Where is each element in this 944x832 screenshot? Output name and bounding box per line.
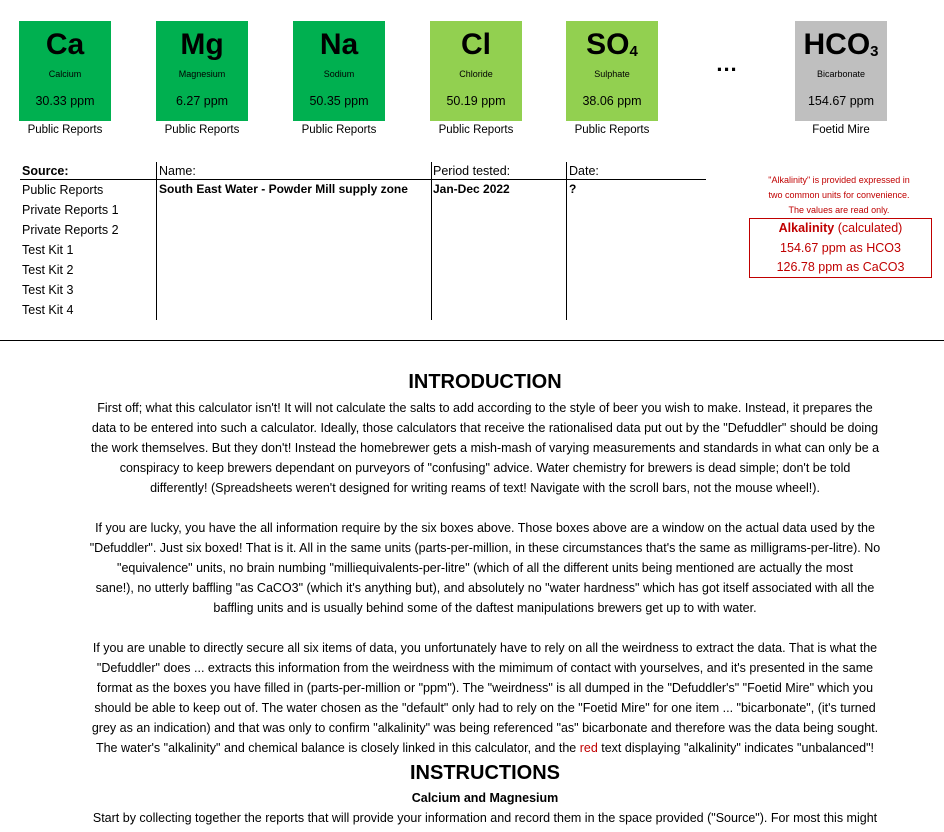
intro-paragraph-2: [20, 518, 944, 618]
text-line: If you are unable to directly secure all six items of data, you unfortunately have to rely on all the weirdness to extract the data. That is what the: [92, 641, 878, 655]
ion-box-magnesium[interactable]: [156, 21, 248, 121]
note-line: The values are read only.: [788, 205, 890, 215]
red-word: red: [579, 741, 598, 755]
ion-name: Calcium: [48, 69, 82, 79]
ion-symbol: Mg: [180, 28, 224, 61]
source-item[interactable]: Test Kit 3: [22, 283, 74, 297]
ion-symbol: Na: [319, 28, 359, 61]
ion-name: Sodium: [323, 69, 355, 79]
column-divider: [431, 162, 432, 320]
source-item[interactable]: Test Kit 1: [22, 243, 74, 257]
header-period: Period tested:: [433, 164, 511, 178]
alkalinity-hco3: 154.67 ppm as HCO3: [780, 240, 901, 255]
instructions-heading: INSTRUCTIONS: [410, 762, 560, 784]
ion-source-label: Public Reports: [27, 124, 103, 136]
text-line: First off; what this calculator isn't! It will not calculate the salts to add according to the style of beer you wish to make. Instead, it prepares the: [97, 401, 873, 415]
table-header-rule: [20, 179, 706, 180]
ion-source-label: Public Reports: [164, 124, 240, 136]
alkalinity-caco3: 126.78 ppm as CaCO3: [776, 260, 905, 274]
header-source: Source:: [22, 164, 69, 178]
intro-paragraph-1: [20, 398, 944, 498]
note-line: two common units for convenience.: [768, 190, 910, 200]
text-line: sane!), no utterly baffling "as CaCO3" (which it's anything but), and absolutely no "water hardness" which has got itself associated with all the: [95, 581, 875, 595]
text-line: format as the boxes you have filled in (parts-per-million or "ppm"). The "weirdness" is all dumped in the "Defuddler's" "Foetid Mire" which you: [96, 681, 874, 695]
ion-box-calcium[interactable]: [19, 21, 111, 121]
instructions-line: Start by collecting together the reports that will provide your information and record them in the space provided ("Source"). For most this might: [92, 811, 878, 825]
text-line: should be able to keep out of. The water chosen as the "default" only had to rely on the "Foetid Mire" for one item ... "bicarbonate", (it's turned: [94, 701, 876, 715]
ion-symbol: Cl: [461, 28, 491, 61]
section-divider: [0, 340, 944, 341]
ion-box-sodium[interactable]: [293, 21, 385, 121]
intro-paragraph-3: [20, 638, 944, 758]
ion-box-bicarbonate[interactable]: [795, 21, 887, 121]
ion-value: 50.35 ppm: [309, 94, 369, 108]
ion-value: 6.27 ppm: [175, 94, 229, 108]
alkalinity-title: Alkalinity (calculated): [778, 221, 903, 235]
text-line: "Defuddler" does ... extracts this information from the weirdness with the mimimum of contact with yourselves, and it's presented in the same: [96, 661, 874, 675]
intro-heading: INTRODUCTION: [408, 371, 562, 393]
ion-source-label: Public Reports: [438, 124, 514, 136]
ion-value: 50.19 ppm: [446, 94, 506, 108]
ion-box-sulphate[interactable]: [566, 21, 658, 121]
ion-symbol: $SO_4$: [586, 28, 638, 61]
text-line: conspiracy to keep brewers dependant on purveyors of "confusing" advice. Water chemistry for brewers is dead simple; don't be told: [119, 461, 851, 475]
ion-name: Sulphate: [594, 69, 630, 79]
ion-source-label: Foetid Mire: [812, 124, 870, 136]
period-cell[interactable]: Jan-Dec 2022: [433, 182, 510, 196]
text-line: differently! (Spreadsheets weren't designed for writing reams of text! Navigate with the scroll bars, not the mouse wheel!).: [150, 481, 820, 495]
ion-value: 30.33 ppm: [35, 94, 95, 108]
text-line: the work themselves. But they don't! Instead the homebrewer gets a mish-mash of varying measurements and standards in what can only be a: [90, 441, 880, 455]
source-item[interactable]: Private Reports 2: [22, 223, 119, 237]
alkalinity-note: [748, 173, 930, 218]
text-line: "Defuddler". Just six boxed! That is it. All in the same units (parts-per-million, in these circumstances that's the same as milligrams-per-litre). No: [89, 541, 881, 555]
date-cell[interactable]: ?: [569, 182, 577, 196]
ion-source-label: Public Reports: [301, 124, 377, 136]
header-date: Date:: [569, 164, 599, 178]
instructions-subheading: Calcium and Magnesium: [411, 791, 559, 805]
note-line: "Alkalinity" is provided expressed in: [768, 175, 910, 185]
ion-name: Chloride: [459, 69, 493, 79]
ion-name: Bicarbonate: [816, 69, 866, 79]
source-item[interactable]: Test Kit 2: [22, 263, 74, 277]
text-line: grey as an indication) and that was only to confirm "alkalinity" was being referenced "as" bicarbonate and therefore was the data being sought.: [91, 721, 879, 735]
source-item[interactable]: Private Reports 1: [22, 203, 119, 217]
source-name-cell[interactable]: South East Water - Powder Mill supply zone: [159, 182, 408, 196]
ion-box-chloride[interactable]: [430, 21, 522, 121]
text-line: data to be entered into such a calculator. Ideally, those calculators that receive the rationalised data put out by the "Defuddler" should be doing: [91, 421, 879, 435]
text-line: "equivalence" units, no brain numbing "milliequivalents-per-litre" (which of all the different units being mentioned are actually the most: [117, 561, 853, 575]
ion-value: 154.67 ppm: [807, 94, 875, 108]
column-divider: [566, 162, 567, 320]
text-line: baffling units and is usually behind some of the daftest manipulations brewers get up to with water.: [213, 601, 757, 615]
text-line: The water's "alkalinity" and chemical balance is closely linked in this calculator, and the red text displaying "alkalinity" indicates "unbalanced"!: [95, 741, 875, 755]
ion-symbol: Ca: [45, 28, 85, 61]
source-item[interactable]: Public Reports: [22, 183, 104, 197]
header-name: Name:: [159, 164, 196, 178]
ion-name: Magnesium: [178, 69, 226, 79]
alkalinity-box: [749, 218, 932, 278]
ion-value: 38.06 ppm: [582, 94, 642, 108]
column-divider: [156, 162, 157, 320]
ellipsis: ...: [716, 51, 738, 76]
source-item[interactable]: Test Kit 4: [22, 303, 74, 317]
ion-symbol: $HCO_3$: [803, 28, 879, 61]
ion-source-label: Public Reports: [574, 124, 650, 136]
text-line: If you are lucky, you have the all information require by the six boxes above. Those boxes above are a window on the actual data used by the: [95, 521, 875, 535]
